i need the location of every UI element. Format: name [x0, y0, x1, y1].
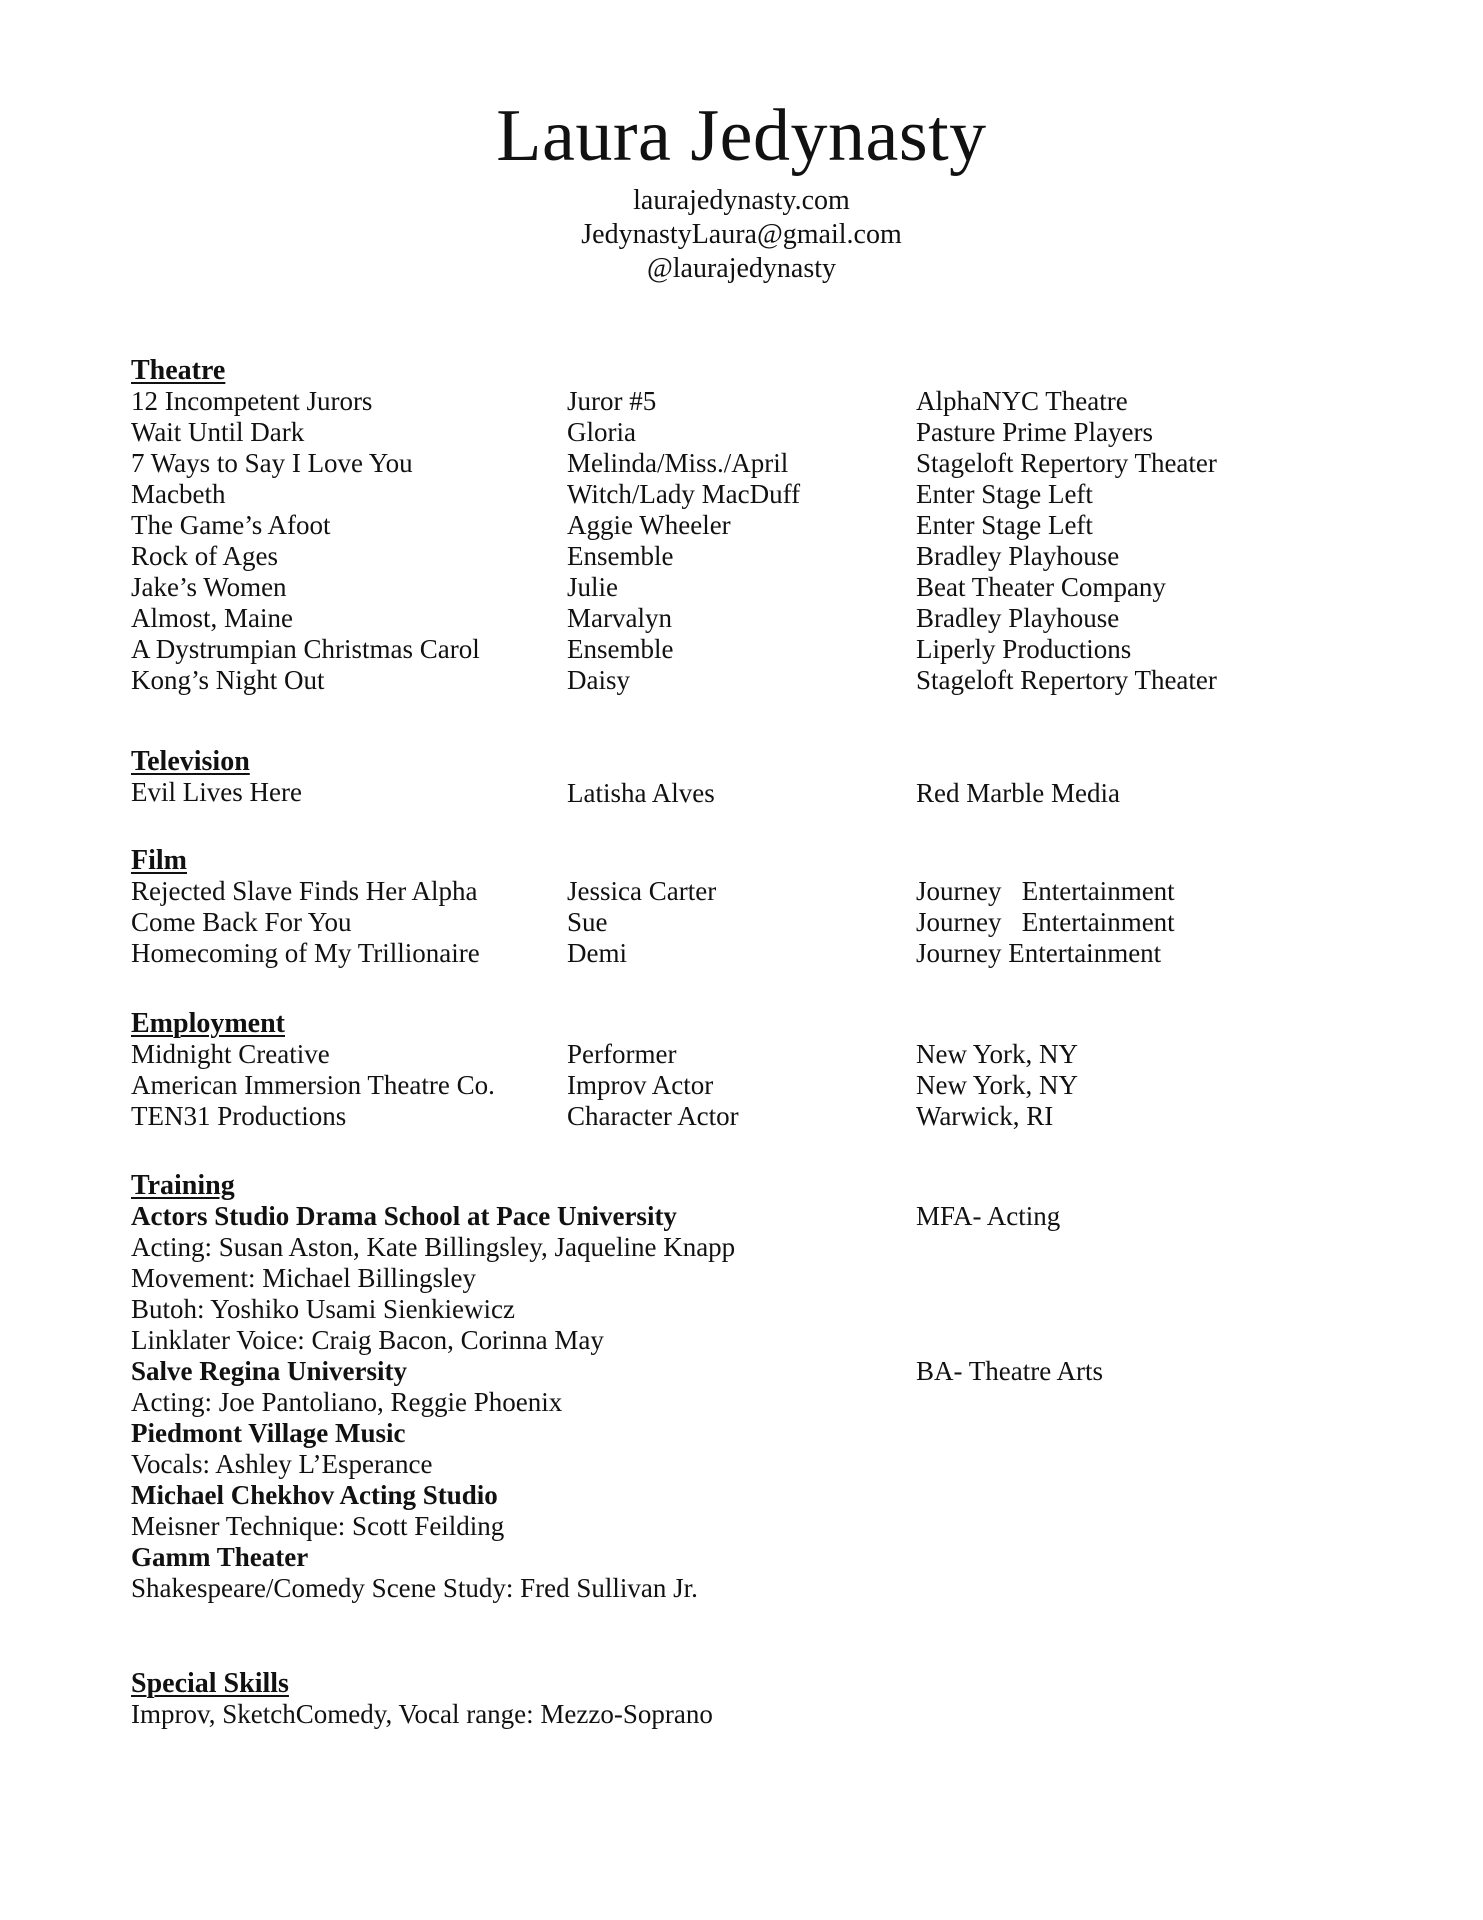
employer-name: American Immersion Theatre Co.	[131, 1070, 495, 1100]
company-name: Journey Entertainment	[916, 907, 1175, 937]
resume-name: Laura Jedynasty	[496, 95, 987, 177]
company-name: Red Marble Media	[916, 778, 1120, 808]
film-section	[131, 845, 1331, 969]
theatre-row	[131, 479, 1331, 510]
production-title: Wait Until Dark	[131, 417, 305, 447]
section-heading-theatre: Theatre	[131, 355, 226, 386]
company-name: Journey Entertainment	[916, 876, 1175, 906]
location: New York, NY	[916, 1039, 1079, 1069]
section-heading-employment: Employment	[131, 1008, 285, 1039]
theatre-row	[131, 634, 1331, 665]
role-name: Ensemble	[567, 541, 674, 571]
school-name-text: Actors Studio Drama School at Pace University	[131, 1201, 677, 1231]
school-name	[131, 1201, 1331, 1232]
theatre-row	[131, 603, 1331, 634]
position-name: Performer	[567, 1039, 677, 1069]
production-title: Almost, Maine	[131, 603, 293, 633]
theatre-row	[131, 386, 1331, 417]
role-name: Latisha Alves	[567, 778, 715, 808]
company-name: AlphaNYC Theatre	[916, 386, 1128, 416]
theatre-row	[131, 572, 1331, 603]
skills-text: Improv, SketchComedy, Vocal range: Mezzo-Soprano	[131, 1699, 713, 1729]
training-detail: Movement: Michael Billingsley	[131, 1263, 476, 1293]
production-title: Homecoming of My Trillionaire	[131, 938, 480, 968]
role-name: Marvalyn	[567, 603, 672, 633]
school-name-text: Michael Chekhov Acting Studio	[131, 1480, 498, 1510]
school-name	[131, 1480, 1331, 1511]
company-name: Liperly Productions	[916, 634, 1132, 664]
film-row	[131, 907, 1331, 938]
employment-section	[131, 1008, 1331, 1132]
section-heading-television: Television	[131, 746, 250, 777]
degree: MFA- Acting	[916, 1201, 1061, 1231]
production-title: Jake’s Women	[131, 572, 287, 602]
school-name-text: Salve Regina University	[131, 1356, 407, 1386]
degree: BA- Theatre Arts	[916, 1356, 1103, 1386]
production-title: Rock of Ages	[131, 541, 278, 571]
training-detail: Meisner Technique: Scott Feilding	[131, 1511, 505, 1541]
film-row	[131, 938, 1331, 969]
production-title: Rejected Slave Finds Her Alpha	[131, 876, 478, 906]
location: New York, NY	[916, 1070, 1079, 1100]
school-name-text: Gamm Theater	[131, 1542, 309, 1572]
email-link[interactable]: JedynastyLaura@gmail.com	[581, 219, 902, 250]
company-name: Beat Theater Company	[916, 572, 1166, 602]
television-list	[131, 777, 1331, 808]
school-name	[131, 1356, 1331, 1387]
section-heading-training: Training	[131, 1170, 235, 1201]
training-detail: Butoh: Yoshiko Usami Sienkiewicz	[131, 1294, 516, 1324]
film-row	[131, 876, 1331, 907]
social-handle: @laurajedynasty	[646, 253, 837, 284]
employment-row	[131, 1070, 1331, 1101]
television-row	[131, 777, 1331, 808]
television-section	[131, 746, 1331, 808]
role-name: Aggie Wheeler	[567, 510, 731, 540]
section-heading-film: Film	[131, 845, 187, 876]
role-name: Jessica Carter	[567, 876, 717, 906]
company-name: Pasture Prime Players	[916, 417, 1153, 447]
production-title: Kong’s Night Out	[131, 665, 325, 695]
training-detail: Shakespeare/Comedy Scene Study: Fred Sullivan Jr.	[131, 1573, 698, 1603]
training-detail: Acting: Joe Pantoliano, Reggie Phoenix	[131, 1387, 563, 1417]
training-list	[131, 1201, 1331, 1604]
company-name: Enter Stage Left	[916, 479, 1093, 509]
position-name: Improv Actor	[567, 1070, 714, 1100]
company-name: Stageloft Repertory Theater	[916, 448, 1217, 478]
role-name: Ensemble	[567, 634, 674, 664]
production-title: 7 Ways to Say I Love You	[131, 448, 413, 478]
employment-row	[131, 1101, 1331, 1132]
employment-list	[131, 1039, 1331, 1132]
company-name: Bradley Playhouse	[916, 603, 1120, 633]
theatre-row	[131, 541, 1331, 572]
role-name: Juror #5	[567, 386, 657, 416]
role-name: Julie	[567, 572, 618, 602]
production-title: Evil Lives Here	[131, 777, 302, 807]
company-name: Enter Stage Left	[916, 510, 1093, 540]
theatre-row	[131, 417, 1331, 448]
production-title: 12 Incompetent Jurors	[131, 386, 373, 416]
website-link[interactable]: laurajedynasty.com	[633, 185, 850, 216]
training-section	[131, 1170, 1331, 1604]
employment-row	[131, 1039, 1331, 1070]
production-title: Come Back For You	[131, 907, 352, 937]
role-name: Melinda/Miss./April	[567, 448, 789, 478]
theatre-row	[131, 448, 1331, 479]
production-title: The Game’s Afoot	[131, 510, 331, 540]
production-title: Macbeth	[131, 479, 226, 509]
company-name: Stageloft Repertory Theater	[916, 665, 1217, 695]
production-title: A Dystrumpian Christmas Carol	[131, 634, 480, 664]
role-name: Sue	[567, 907, 608, 937]
film-list	[131, 876, 1331, 969]
training-detail: Acting: Susan Aston, Kate Billingsley, Jaqueline Knapp	[131, 1232, 736, 1262]
theatre-section	[131, 355, 1331, 696]
section-heading-skills: Special Skills	[131, 1668, 289, 1699]
role-name: Demi	[567, 938, 627, 968]
school-name	[131, 1542, 1331, 1573]
school-name-text: Piedmont Village Music	[131, 1418, 406, 1448]
company-name: Bradley Playhouse	[916, 541, 1120, 571]
employer-name: TEN31 Productions	[131, 1101, 347, 1131]
school-name	[131, 1418, 1331, 1449]
role-name: Daisy	[567, 665, 630, 695]
theatre-row	[131, 665, 1331, 696]
training-detail: Vocals: Ashley L’Esperance	[131, 1449, 433, 1479]
role-name: Witch/Lady MacDuff	[567, 479, 801, 509]
location: Warwick, RI	[916, 1101, 1054, 1131]
skills-section	[131, 1668, 1331, 1730]
employer-name: Midnight Creative	[131, 1039, 330, 1069]
training-detail: Linklater Voice: Craig Bacon, Corinna May	[131, 1325, 604, 1355]
company-name: Journey Entertainment	[916, 938, 1162, 968]
position-name: Character Actor	[567, 1101, 739, 1131]
theatre-list	[131, 386, 1331, 696]
theatre-row	[131, 510, 1331, 541]
role-name: Gloria	[567, 417, 636, 447]
